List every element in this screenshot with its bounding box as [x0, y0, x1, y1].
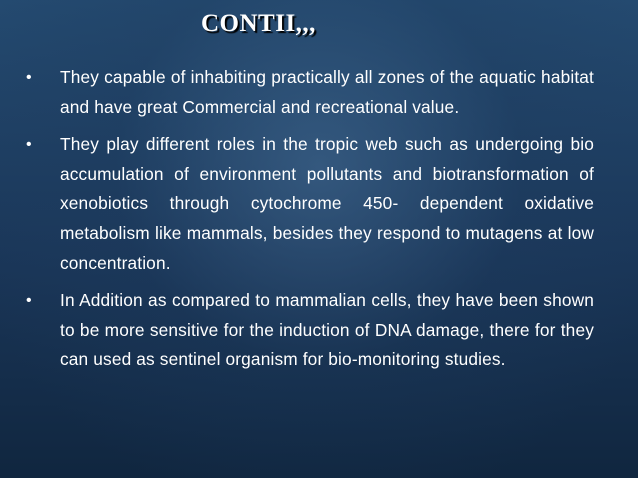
- slide-title: CONTII,,,: [201, 10, 316, 37]
- bullet-item: [24, 286, 594, 375]
- bullet-marker: •: [26, 292, 32, 310]
- bullet-text: In Addition as compared to mammalian cells, they have been shown to be more sensitive for the induction of DNA damage, there for they can used as sentinel organism for bio-monitoring studies.: [60, 290, 594, 370]
- bullet-marker: •: [26, 69, 32, 86]
- bullet-marker: •: [26, 136, 32, 154]
- bullet-item: [24, 63, 594, 122]
- bullet-item: [24, 130, 594, 278]
- bullet-text: They play different roles in the tropic web such as undergoing bio accumulation of environment pollutants and biotransformation of xenobiotics through cytochrome 450- dependent oxidative metabolism like mammals, besides they respond to mutagens at low concentration.: [60, 134, 594, 273]
- bullet-text: They capable of inhabiting practically all zones of the aquatic habitat and have great Commercial and recreational value.: [60, 67, 594, 117]
- bullet-list: [24, 63, 594, 383]
